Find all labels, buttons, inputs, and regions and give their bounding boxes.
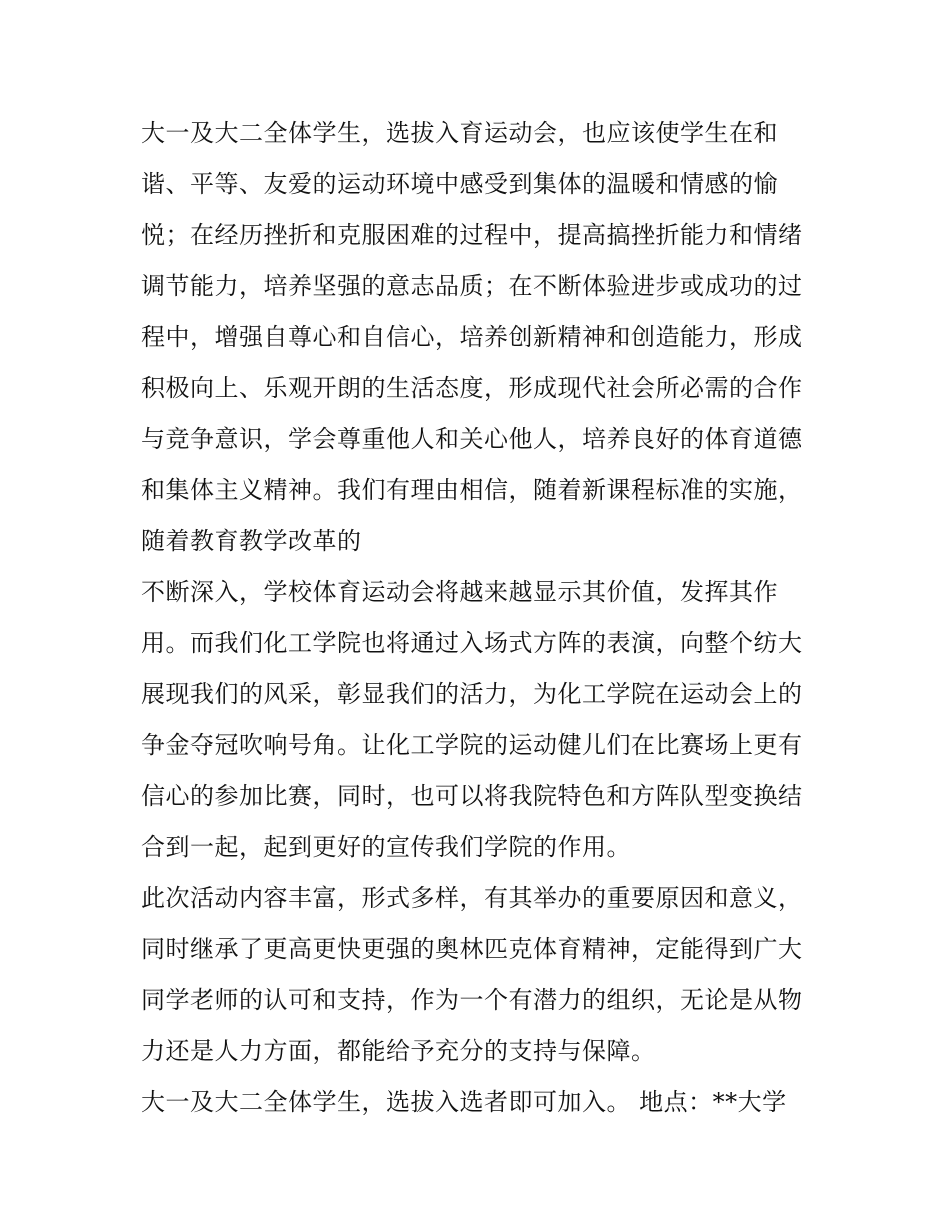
- text-line: 悦；在经历挫折和克服困难的过程中，提高搞挫折能力和情绪: [141, 221, 803, 249]
- text-line: 与竞争意识，学会尊重他人和关心他人，培养良好的体育道德: [141, 425, 803, 453]
- text-line: 争金夺冠吹响号角。让化工学院的运动健儿们在比赛场上更有: [141, 731, 803, 759]
- text-line: 合到一起，起到更好的宣传我们学院的作用。: [141, 833, 631, 861]
- text-line: 随着教育教学改革的: [141, 527, 362, 555]
- text-line: 同学老师的认可和支持，作为一个有潜力的组织，无论是从物: [141, 986, 803, 1014]
- text-line: 程中，增强自尊心和自信心，培养创新精神和创造能力，形成: [141, 323, 803, 351]
- text-line: 用。而我们化工学院也将通过入场式方阵的表演，向整个纺大: [141, 629, 803, 657]
- document-body: [141, 108, 821, 1128]
- text-line: 不断深入，学校体育运动会将越来越显示其价值，发挥其作: [141, 578, 778, 606]
- text-line: 大一及大二全体学生，选拔入育运动会，也应该使学生在和: [141, 119, 778, 147]
- text-line: 积极向上、乐观开朗的生活态度，形成现代社会所必需的合作: [141, 374, 803, 402]
- text-line: 此次活动内容丰富，形式多样，有其举办的重要原因和意义，: [141, 884, 803, 912]
- text-line: 大一及大二全体学生，选拔入选者即可加入。 地点：**大学: [141, 1088, 787, 1116]
- text-line: 信心的参加比赛，同时，也可以将我院特色和方阵队型变换结: [141, 782, 803, 810]
- text-line: 展现我们的风采，彰显我们的活力，为化工学院在运动会上的: [141, 680, 803, 708]
- text-line: 力还是人力方面，都能给予充分的支持与保障。: [141, 1037, 656, 1065]
- text-line: 谐、平等、友爱的运动环境中感受到集体的温暖和情感的愉: [141, 170, 778, 198]
- text-line: 同时继承了更高更快更强的奥林匹克体育精神，定能得到广大: [141, 935, 803, 963]
- text-line: 和集体主义精神。我们有理由相信，随着新课程标准的实施，: [141, 476, 803, 504]
- text-line: 调节能力，培养坚强的意志品质；在不断体验进步或成功的过: [141, 272, 803, 300]
